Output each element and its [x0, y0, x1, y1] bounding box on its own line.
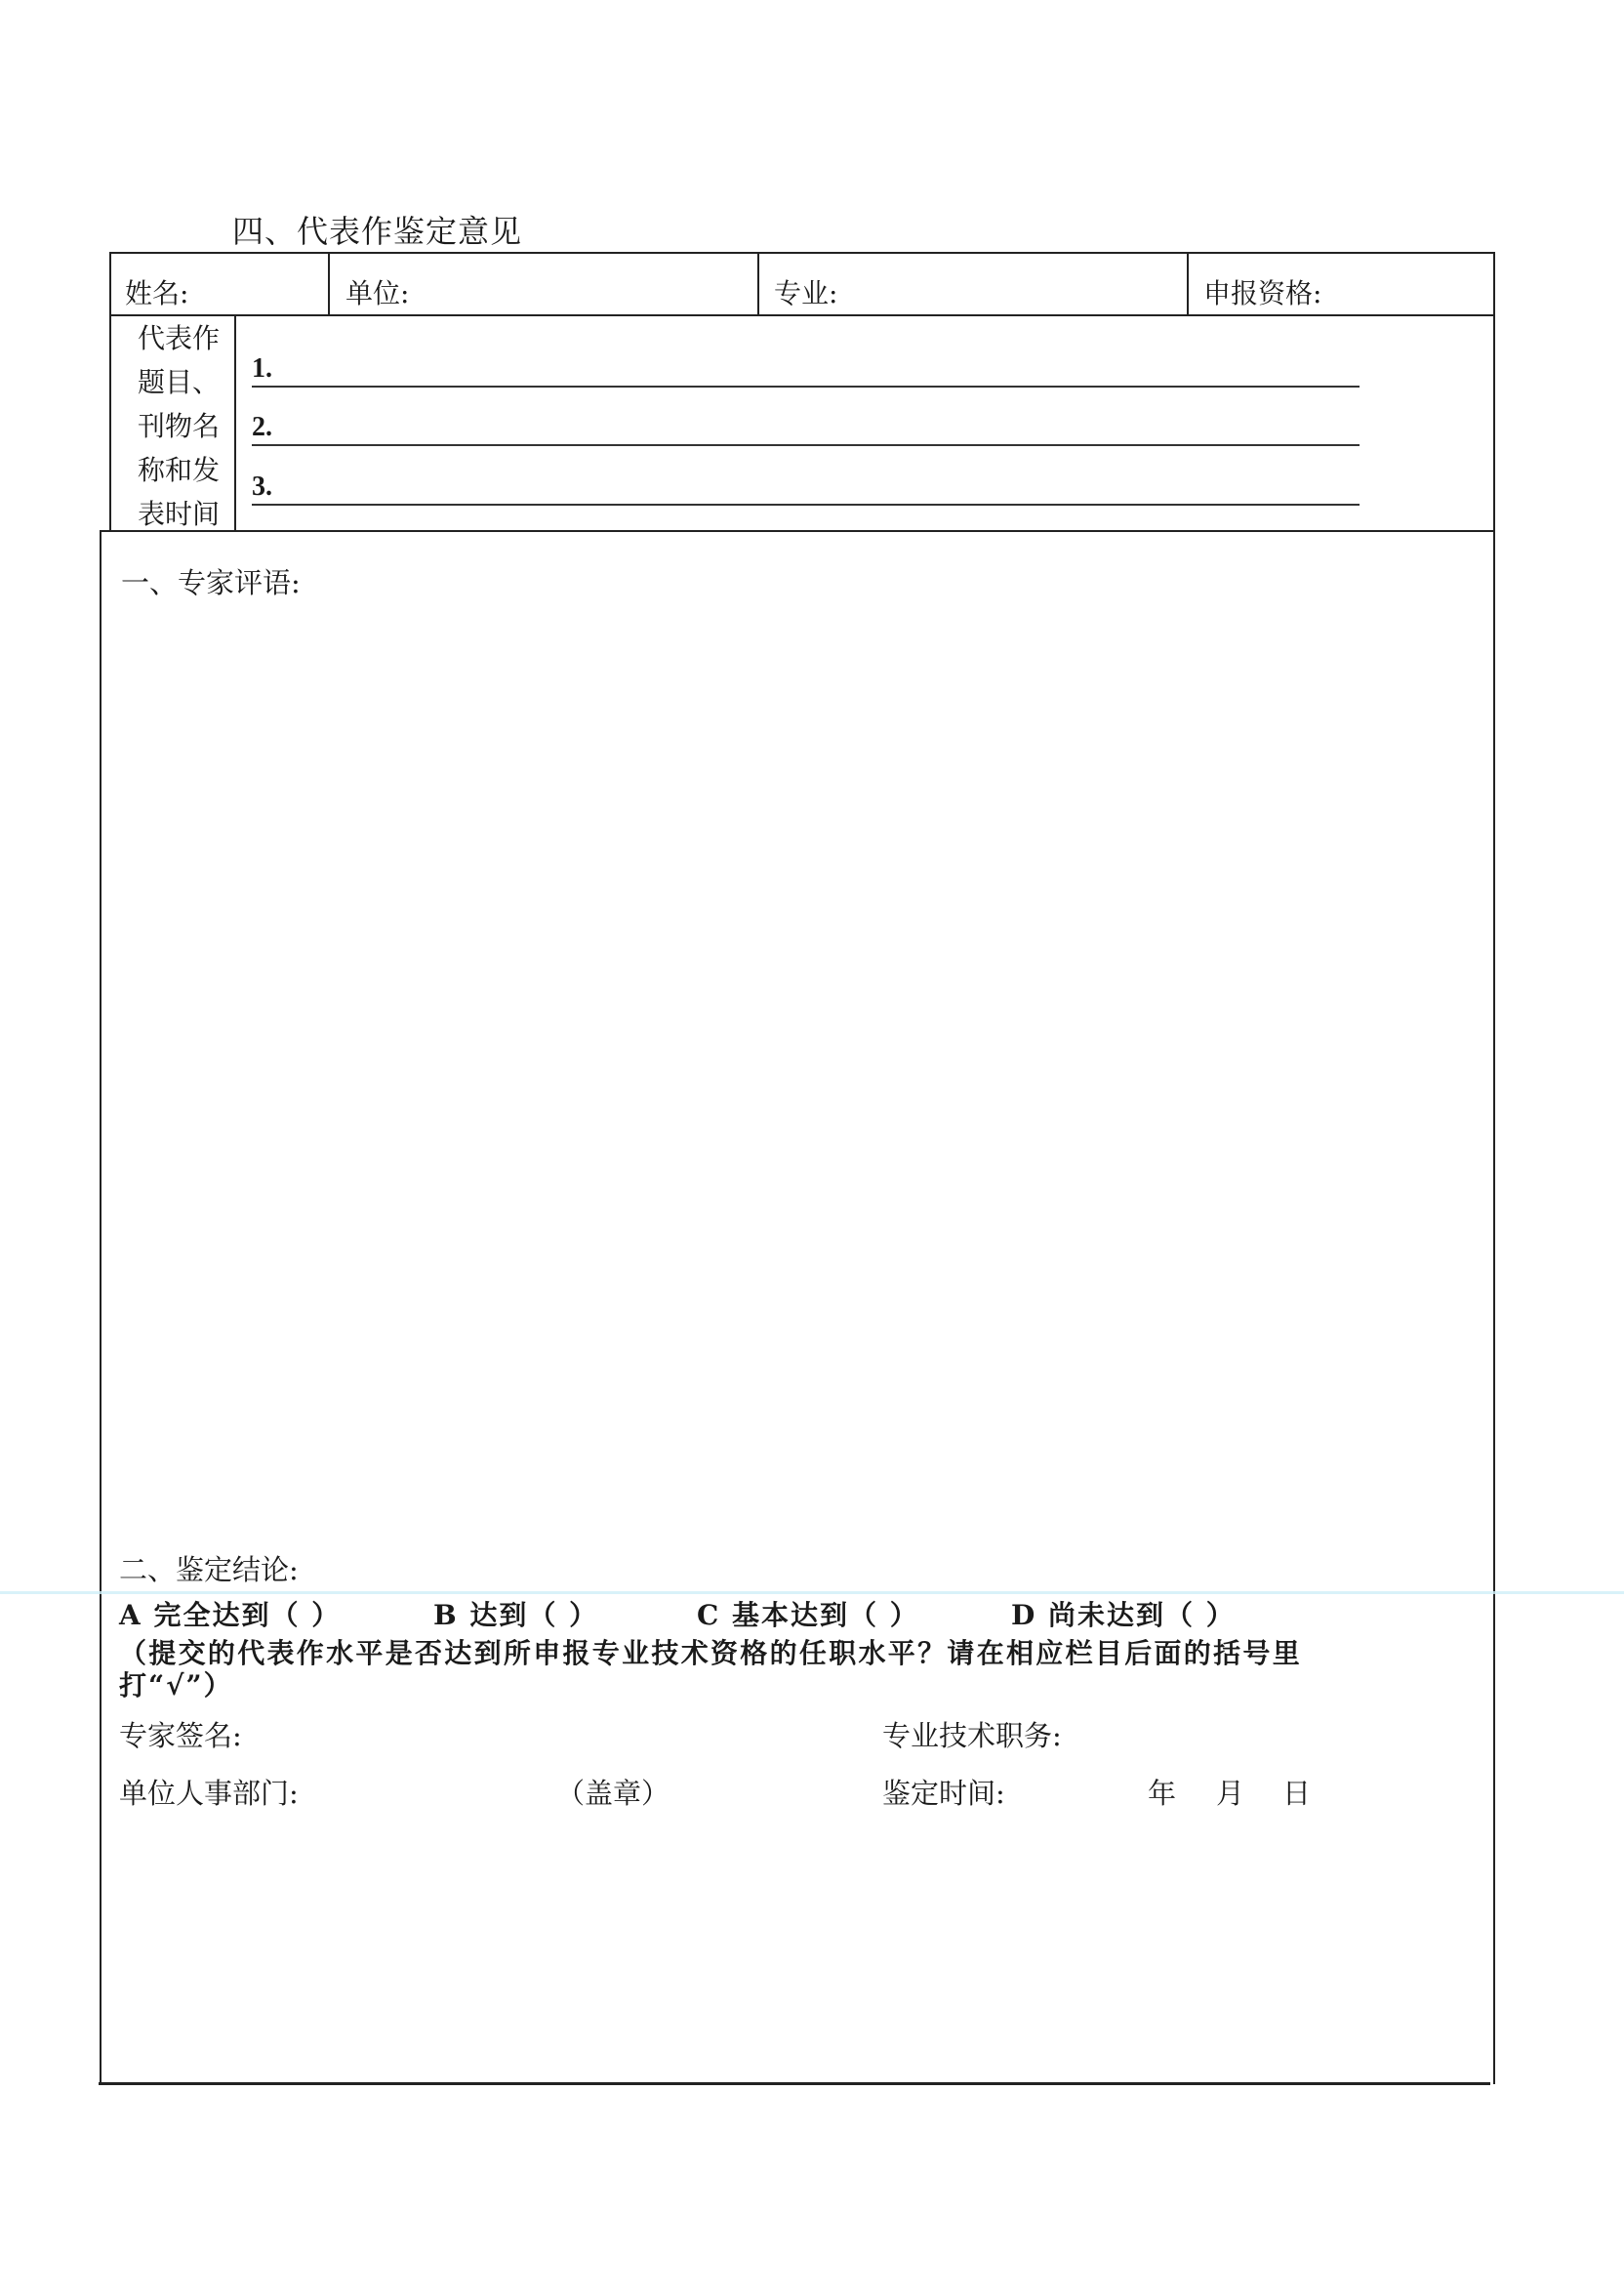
- works-label-line: 刊物名: [137, 410, 220, 442]
- frame-left-border: [109, 252, 111, 530]
- scan-artifact: [0, 1591, 1624, 1594]
- works-label-line: 称和发: [137, 454, 220, 486]
- conclusion-note-line2: 打“√”）: [119, 1669, 233, 1702]
- expert-comments-label: 一、专家评语:: [121, 566, 301, 599]
- option-a[interactable]: A 完全达到（ ）: [119, 1599, 342, 1631]
- hr-department-label: 单位人事部门:: [119, 1777, 299, 1810]
- works-label-divider: [234, 314, 236, 530]
- work-item-line[interactable]: [252, 386, 1360, 388]
- option-b[interactable]: B 达到（ ）: [433, 1599, 599, 1631]
- expert-signature-label: 专家签名:: [119, 1719, 242, 1752]
- name-label: 姓名:: [125, 277, 189, 309]
- qualification-label: 申报资格:: [1203, 277, 1322, 309]
- works-label-line: 代表作: [137, 322, 220, 354]
- works-label: [125, 316, 232, 536]
- day-label: 日: [1282, 1777, 1312, 1810]
- frame-left-border-lower: [100, 530, 102, 2084]
- works-row-bottom: [102, 530, 1495, 532]
- year-label: 年: [1148, 1777, 1177, 1810]
- major-label: 专业:: [774, 277, 838, 309]
- header-divider-3: [1187, 252, 1189, 314]
- conclusion-label: 二、鉴定结论:: [119, 1553, 299, 1586]
- work-item-number: 1.: [252, 353, 272, 384]
- header-divider-2: [757, 252, 759, 314]
- seal-label: （盖章）: [556, 1777, 670, 1810]
- option-c[interactable]: C 基本达到（ ）: [697, 1599, 919, 1631]
- frame-top-border: [109, 252, 1495, 254]
- frame-right-border: [1493, 252, 1495, 2084]
- works-label-line: 表时间: [137, 498, 220, 530]
- date-label: 鉴定时间:: [882, 1777, 1005, 1810]
- works-label-line: 题目、: [137, 366, 220, 398]
- section-title: 四、代表作鉴定意见: [232, 213, 523, 250]
- frame-bottom-border: [99, 2082, 1490, 2085]
- work-item-number: 3.: [252, 472, 272, 502]
- header-row-bottom: [109, 314, 1495, 316]
- unit-label: 单位:: [345, 277, 410, 309]
- option-d[interactable]: D 尚未达到（ ）: [1011, 1599, 1236, 1631]
- header-divider-1: [328, 252, 330, 314]
- professional-title-label: 专业技术职务:: [882, 1719, 1062, 1752]
- month-label: 月: [1216, 1777, 1245, 1810]
- conclusion-note-line1: （提交的代表作水平是否达到所申报专业技术资格的任职水平？请在相应栏目后面的括号里: [119, 1637, 1303, 1669]
- work-item-number: 2.: [252, 412, 272, 442]
- work-item-line[interactable]: [252, 504, 1360, 506]
- work-item-line[interactable]: [252, 444, 1360, 446]
